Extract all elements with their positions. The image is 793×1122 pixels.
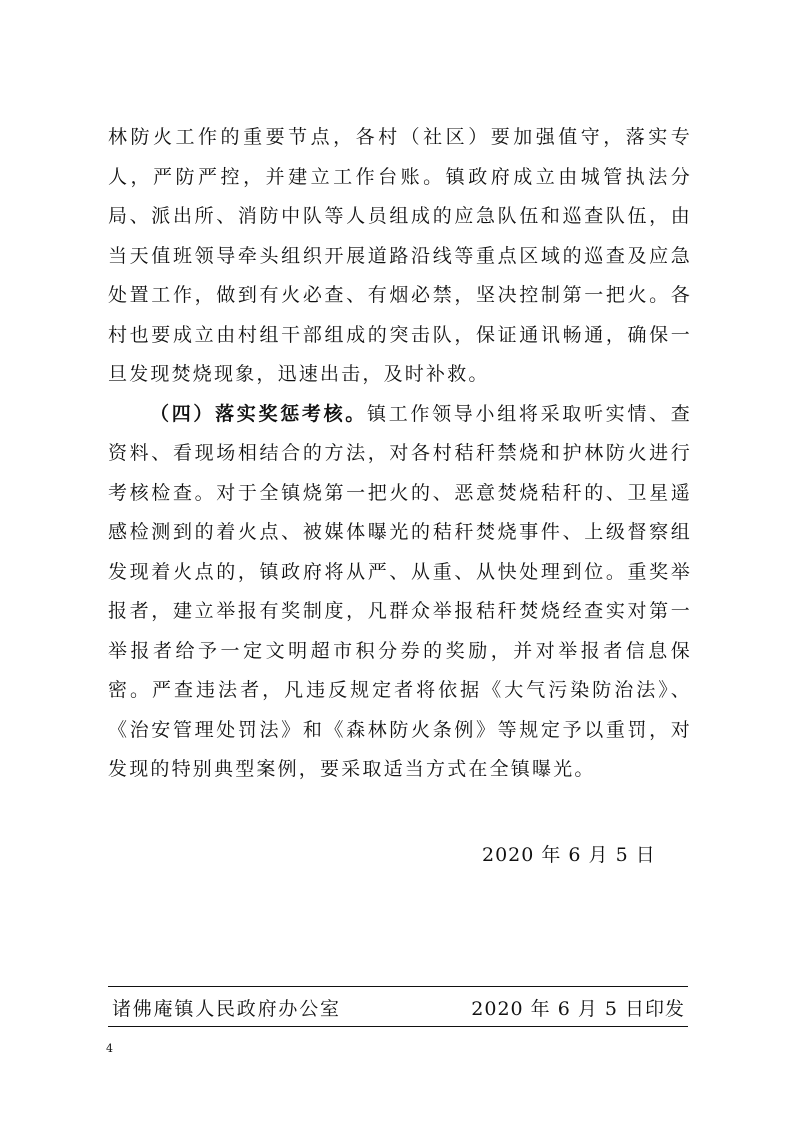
footer-divider-bottom <box>108 1026 688 1027</box>
paragraph-continued: 林防火工作的重要节点，各村（社区）要加强值守，落实专人，严防严控，并建立工作台账。镇政府成立由城管执法分局、派出所、消防中队等人员组成的应急队伍和巡查队伍，由当天值班领导牵头组织开展道路沿线等重点区域的巡查及应急处置工作，做到有火必查、有烟必禁，坚决控制第一把火。各村也要成立由村组干部组成的突击队，保证通讯畅通，确保一旦发现焚烧现象，迅速出击，及时补救。 <box>108 126 692 385</box>
footer-organization: 诸佛庵镇人民政府办公室 <box>112 998 341 1020</box>
document-body <box>108 118 692 790</box>
paragraph-rewards-penalties <box>108 395 692 790</box>
section-body: 镇工作领导小组将采取听实情、查资料、看现场相结合的方法，对各村秸秆禁烧和护林防火进行考核检查。对于全镇烧第一把火的、恶意焚烧秸秆的、卫星遥感检测到的着火点、被媒体曝光的秸秆焚烧事件、上级督察组发现着火点的，镇政府将从严、从重、从快处理到位。重奖举报者，建立举报有奖制度，凡群众举报秸秆焚烧经查实对第一举报者给予一定文明超市积分券的奖励，并对举报者信息保密。严查违法者，凡违反规定者将依据《大气污染防治法》、《治安管理处罚法》和《森林防火条例》等规定予以重罚，对发现的特别典型案例，要采取适当方式在全镇曝光。 <box>108 402 692 780</box>
page-number: 4 <box>106 1042 113 1055</box>
footer-divider-top <box>108 986 688 987</box>
section-heading: （四）落实奖惩考核。 <box>150 402 367 425</box>
signature-date: 2020 年 6 月 5 日 <box>482 844 656 866</box>
footer-issue-date: 2020 年 6 月 5 日印发 <box>471 998 685 1020</box>
